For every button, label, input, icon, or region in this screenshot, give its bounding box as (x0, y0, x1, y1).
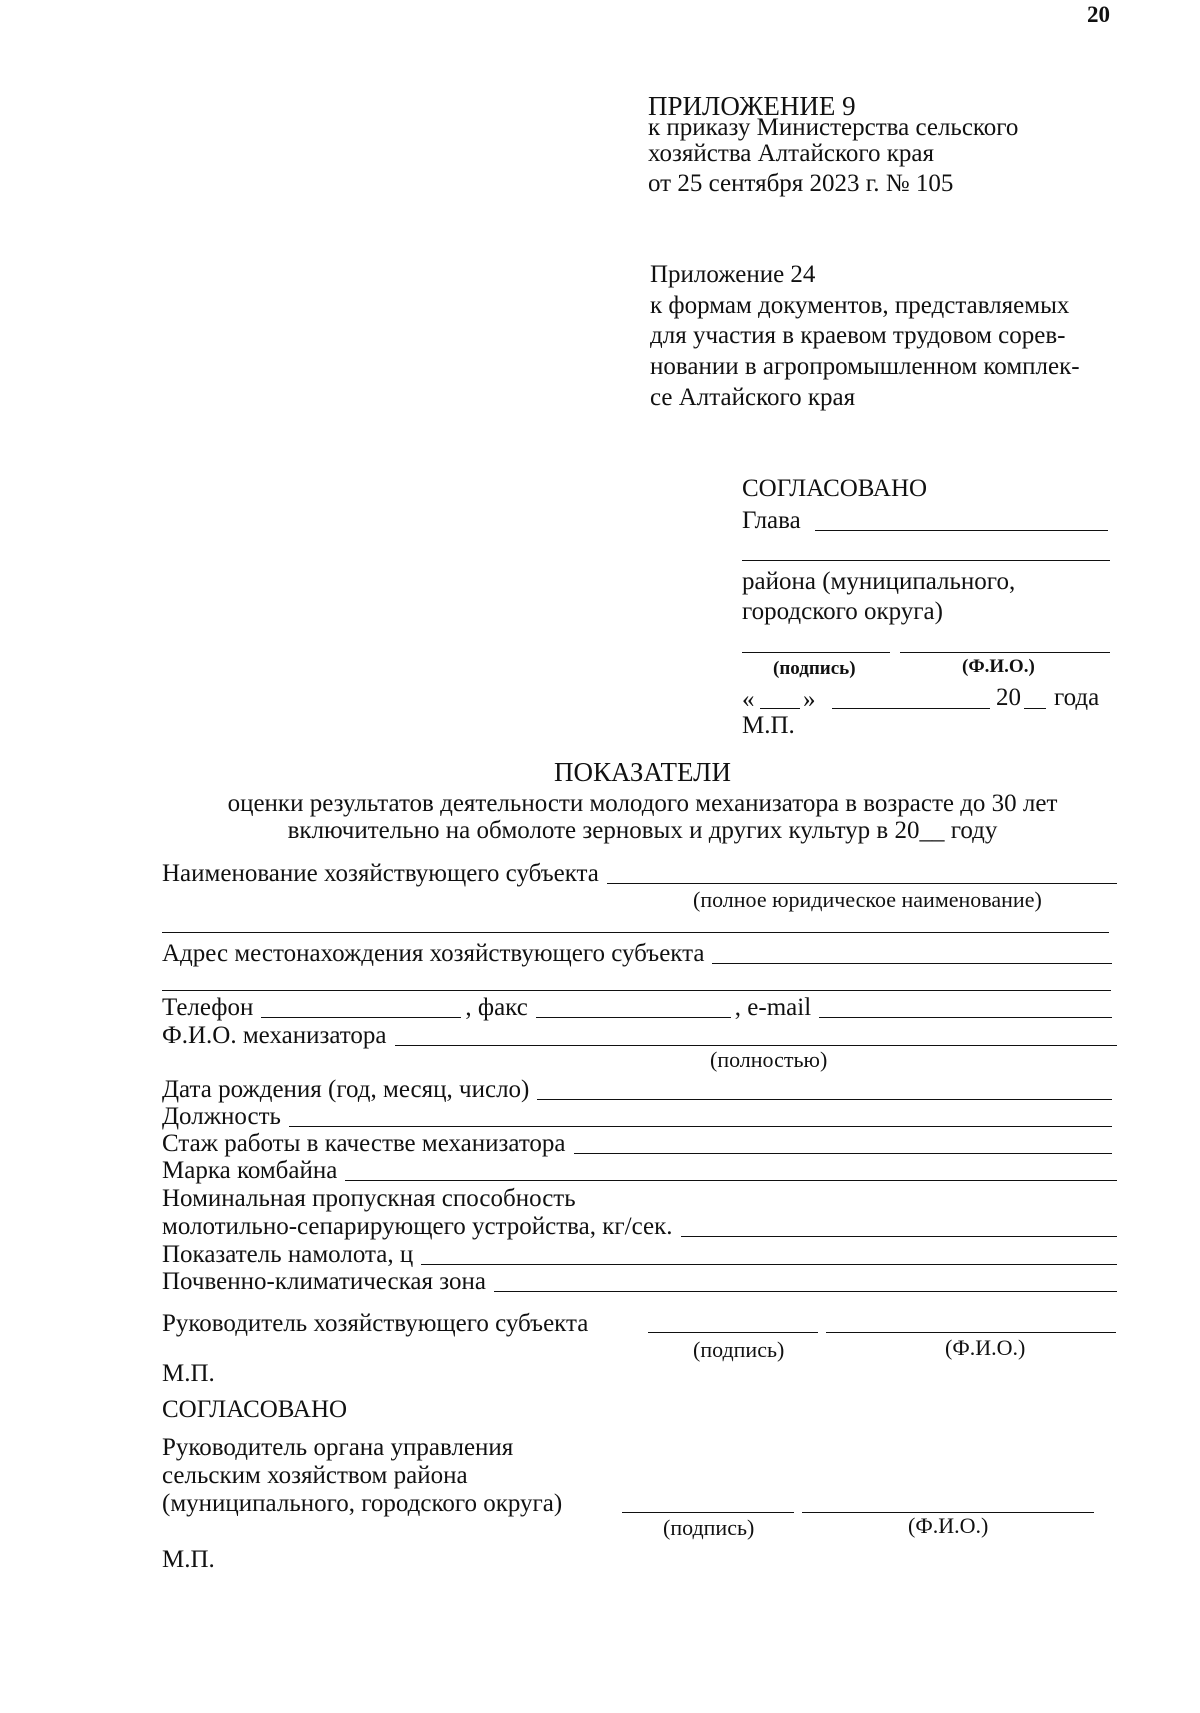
sub-appendix-line-3: новании в агропромышленном комплек- (650, 353, 1080, 380)
fax-label: , факс (465, 994, 528, 1021)
order-line-3: от 25 сентября 2023 г. № 105 (648, 170, 954, 197)
manager-signature-caption: (подпись) (693, 1337, 785, 1362)
zone-input[interactable] (494, 1291, 1117, 1292)
approval-bottom-line-3: (муниципального, городского округа) (162, 1490, 563, 1517)
zone-label: Почвенно-климатическая зона (162, 1268, 486, 1295)
combine-brand-row (162, 1157, 1117, 1185)
birth-date-input[interactable] (537, 1099, 1112, 1100)
sub-appendix-line-2: для участия в краевом трудовом сорев- (650, 322, 1066, 349)
fio-row (162, 1022, 1117, 1050)
entity-name-label: Наименование хозяйствующего субъекта (162, 860, 599, 887)
year-suffix: года (1054, 684, 1100, 711)
position-input[interactable] (289, 1126, 1112, 1127)
bottom-fio-caption: (Ф.И.О.) (908, 1513, 989, 1538)
year-prefix: 20 (996, 684, 1021, 711)
birth-date-label: Дата рождения (год, месяц, число) (162, 1076, 530, 1103)
phone-label: Телефон (162, 994, 254, 1021)
document-title: ПОКАЗАТЕЛИ (554, 757, 731, 787)
capacity-input[interactable] (681, 1236, 1118, 1237)
address-continuation-line[interactable] (162, 990, 1111, 991)
experience-label: Стаж работы в качестве механизатора (162, 1130, 566, 1157)
entity-name-continuation-line[interactable] (162, 932, 1109, 933)
phone-input[interactable] (261, 1017, 461, 1018)
capacity-row (162, 1213, 1117, 1241)
bottom-signature-caption: (подпись) (663, 1515, 755, 1540)
top-fio-line (900, 652, 1110, 653)
page-number: 20 (1087, 2, 1110, 27)
approval-bottom-title: СОГЛАСОВАНО (162, 1396, 348, 1423)
capacity-label-1: Номинальная пропускная способность (162, 1185, 576, 1212)
manager-fio-line[interactable] (826, 1332, 1116, 1333)
head-line-2 (742, 560, 1110, 561)
zone-row (162, 1268, 1117, 1296)
document-subtitle-1: оценки результатов деятельности молодого механизатора в возрасте до 30 лет (227, 790, 1058, 817)
address-label: Адрес местонахождения хозяйствующего субъекта (162, 940, 705, 967)
year-line (1024, 708, 1046, 709)
bottom-stamp: М.П. (162, 1546, 215, 1573)
email-label: , e-mail (734, 994, 812, 1021)
manager-fio-caption: (Ф.И.О.) (945, 1335, 1026, 1360)
sub-appendix-line-4: се Алтайского края (650, 384, 856, 411)
threshing-label: Показатель намолота, ц (162, 1241, 414, 1268)
experience-row (162, 1130, 1112, 1158)
bottom-signature-line[interactable] (622, 1512, 794, 1513)
district-line-2: городского округа) (742, 598, 943, 625)
combine-brand-input[interactable] (345, 1180, 1117, 1181)
contacts-row (162, 994, 1112, 1022)
document-subtitle-2: включительно на обмолоте зерновых и других культур в 20__ году (287, 817, 998, 844)
order-line-1: к приказу Министерства сельского (648, 114, 1019, 141)
manager-stamp: М.П. (162, 1360, 215, 1387)
sub-appendix-title: Приложение 24 (650, 261, 816, 288)
date-open-quote: « (742, 686, 755, 713)
threshing-row (162, 1241, 1117, 1269)
manager-label: Руководитель хозяйствующего субъекта (162, 1310, 589, 1337)
top-signature-caption: (подпись) (773, 658, 856, 679)
order-line-2: хозяйства Алтайского края (648, 140, 934, 167)
date-day-line (760, 708, 800, 709)
sub-appendix-line-1: к формам документов, представляемых (650, 292, 1070, 319)
top-signature-line (742, 652, 890, 653)
fio-input[interactable] (395, 1045, 1118, 1046)
district-line-1: района (муниципального, (742, 568, 1016, 595)
address-row (162, 940, 1112, 968)
appendix-title: ПРИЛОЖЕНИЕ 9 (648, 91, 856, 121)
threshing-input[interactable] (421, 1264, 1117, 1265)
position-row (162, 1103, 1112, 1131)
email-input[interactable] (819, 1017, 1112, 1018)
entity-name-input[interactable] (607, 883, 1117, 884)
manager-signature-line[interactable] (648, 1332, 818, 1333)
capacity-label-2: молотильно-сепарирующего устройства, кг/сек. (162, 1213, 673, 1240)
top-stamp: М.П. (742, 712, 795, 739)
birth-date-row (162, 1076, 1112, 1104)
position-label: Должность (162, 1103, 281, 1130)
approval-bottom-line-2: сельским хозяйством района (162, 1462, 468, 1489)
date-month-line (832, 708, 990, 709)
entity-name-caption: (полное юридическое наименование) (693, 887, 1042, 912)
head-label: Глава (742, 507, 801, 534)
approval-bottom-line-1: Руководитель органа управления (162, 1434, 514, 1461)
top-fio-caption: (Ф.И.О.) (962, 656, 1035, 677)
fio-caption: (полностью) (710, 1047, 828, 1072)
combine-brand-label: Марка комбайна (162, 1157, 338, 1184)
entity-name-row (162, 860, 1117, 888)
head-line (815, 530, 1108, 531)
experience-input[interactable] (574, 1153, 1112, 1154)
approval-top-title: СОГЛАСОВАНО (742, 475, 928, 502)
address-input[interactable] (712, 963, 1112, 964)
fax-input[interactable] (536, 1017, 731, 1018)
date-close-quote: » (803, 686, 816, 713)
fio-label: Ф.И.О. механизатора (162, 1022, 387, 1049)
